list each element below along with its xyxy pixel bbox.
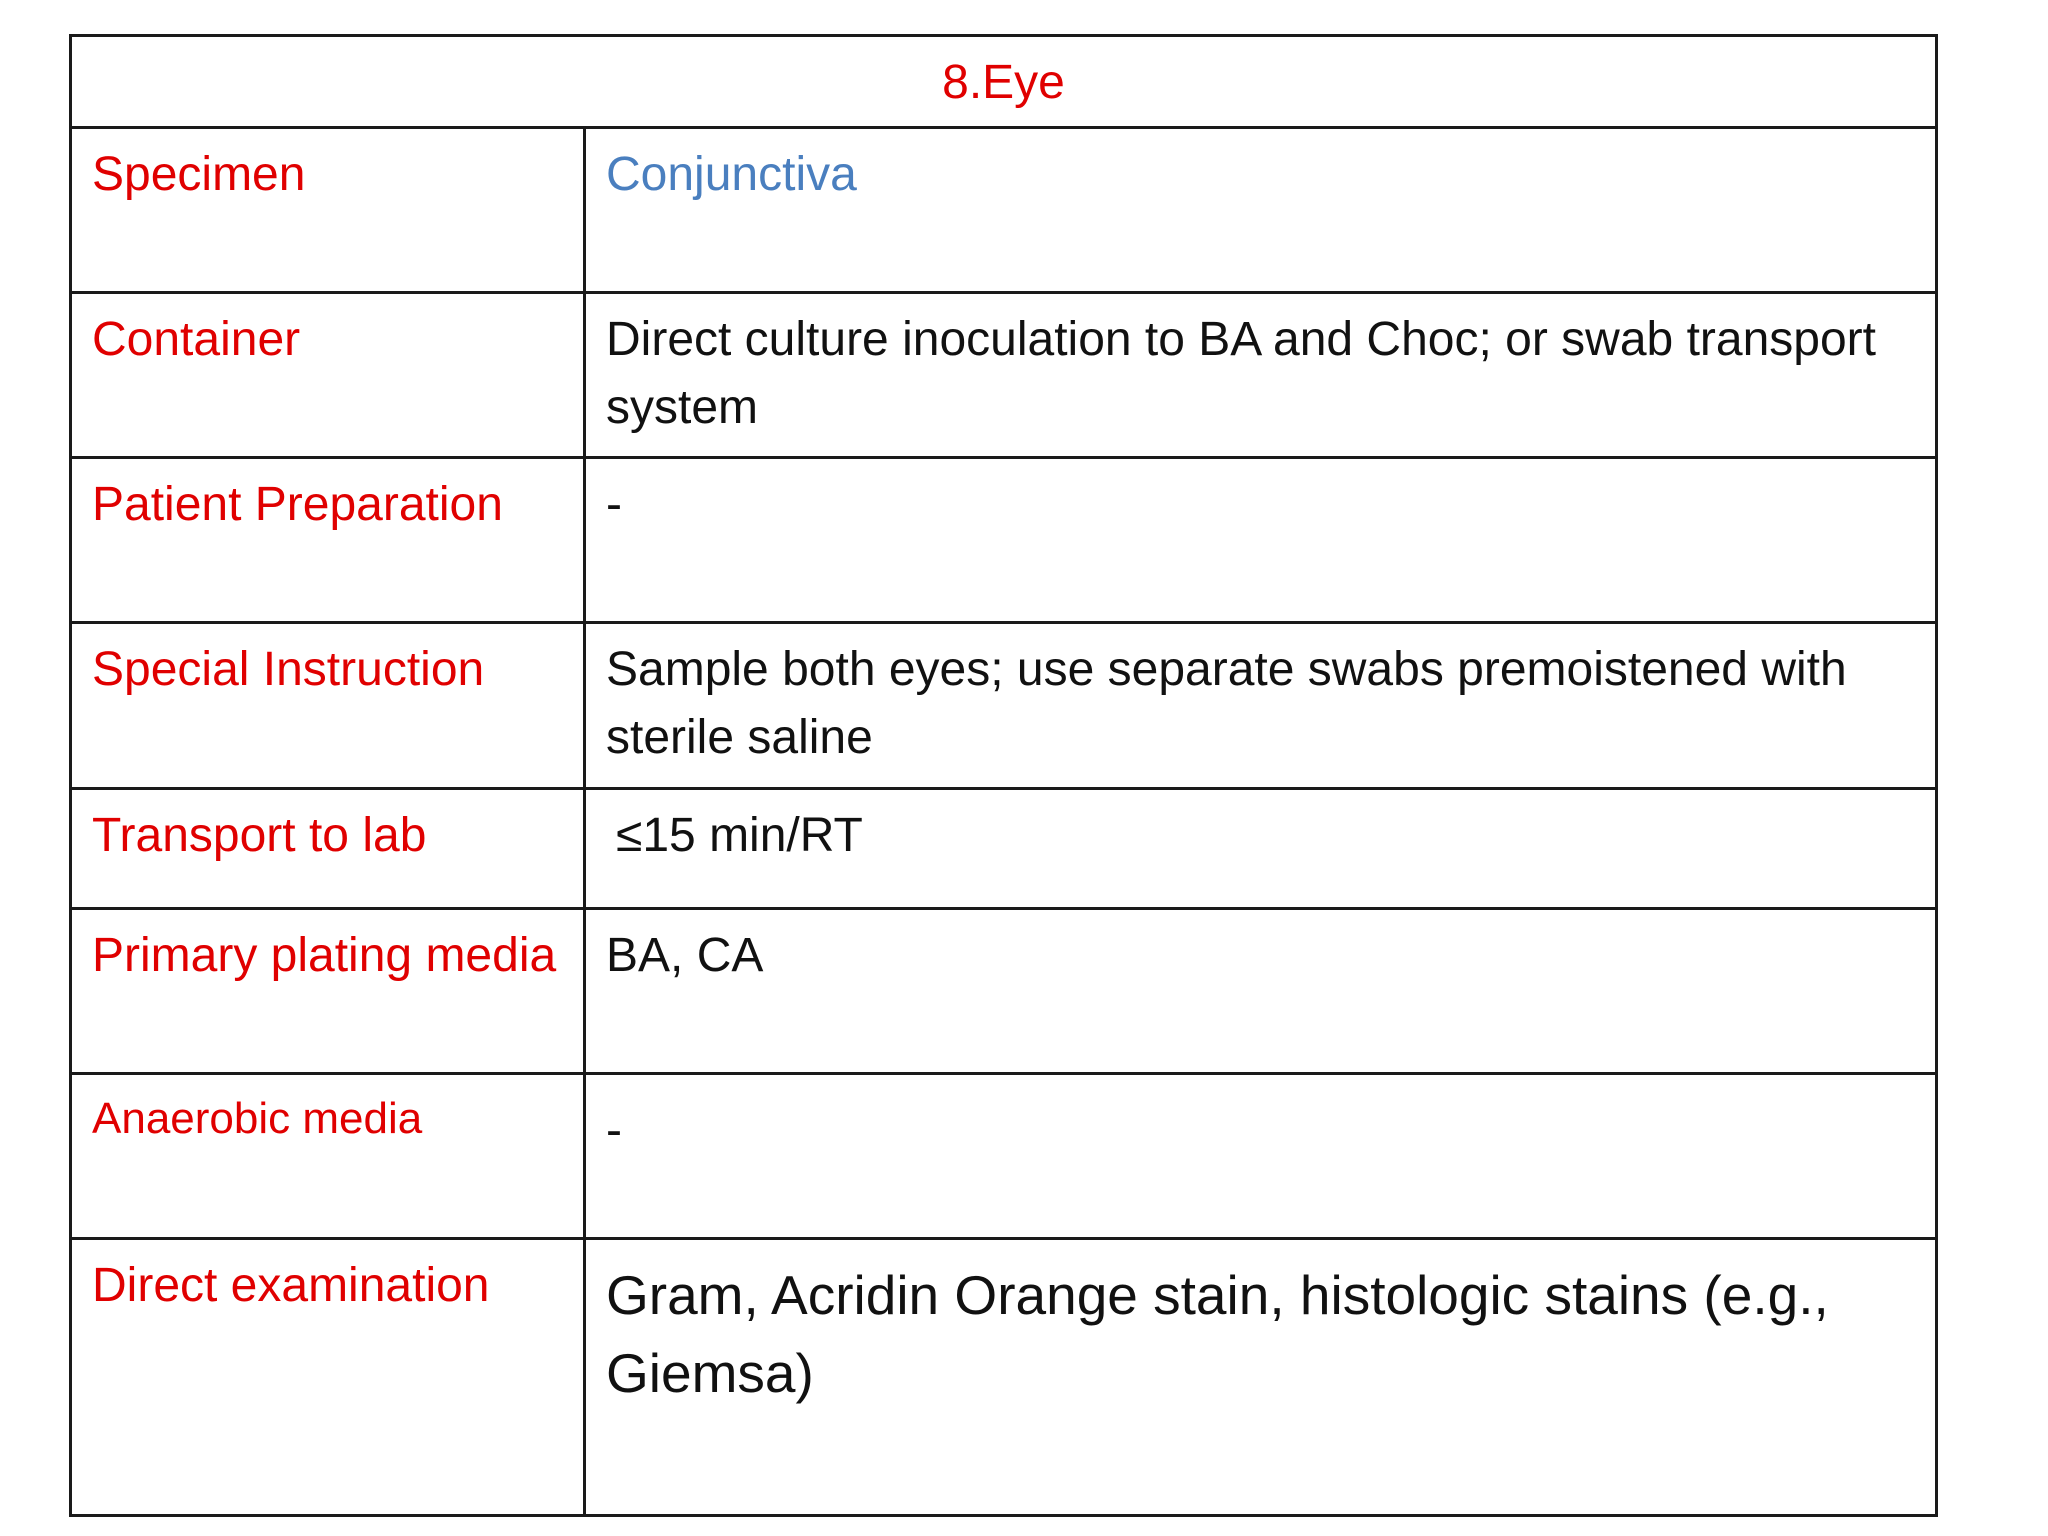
row-value-primary-plating-media: BA, CA <box>585 909 1937 1074</box>
row-value-specimen: Conjunctiva <box>585 128 1937 293</box>
table-row <box>71 458 1937 623</box>
table-title: 8.Eye <box>71 36 1937 128</box>
table-row <box>71 293 1937 458</box>
table-row <box>71 789 1937 909</box>
table-row <box>71 1239 1937 1516</box>
row-label-specimen: Specimen <box>71 128 585 293</box>
row-label-direct-examination: Direct examination <box>71 1239 585 1516</box>
row-label-transport: Transport to lab <box>71 789 585 909</box>
row-label-patient-preparation: Patient Preparation <box>71 458 585 623</box>
row-value-anaerobic-media: - <box>585 1074 1937 1239</box>
specimen-table <box>69 34 1938 1517</box>
row-label-special-instruction: Special Instruction <box>71 623 585 789</box>
table-row <box>71 1074 1937 1239</box>
row-value-transport: ≤15 min/RT <box>585 789 1937 909</box>
table-row <box>71 623 1937 789</box>
table-title-row <box>71 36 1937 128</box>
row-label-anaerobic-media: Anaerobic media <box>71 1074 585 1239</box>
table-row <box>71 909 1937 1074</box>
row-value-patient-preparation: - <box>585 458 1937 623</box>
row-label-container: Container <box>71 293 585 458</box>
row-value-special-instruction: Sample both eyes; use separate swabs premoistened with sterile saline <box>585 623 1937 789</box>
row-value-container: Direct culture inoculation to BA and Choc; or swab transport system <box>585 293 1937 458</box>
row-value-direct-examination: Gram, Acridin Orange stain, histologic stains (e.g., Giemsa) <box>585 1239 1937 1516</box>
table-row <box>71 128 1937 293</box>
row-label-primary-plating-media: Primary plating media <box>71 909 585 1074</box>
